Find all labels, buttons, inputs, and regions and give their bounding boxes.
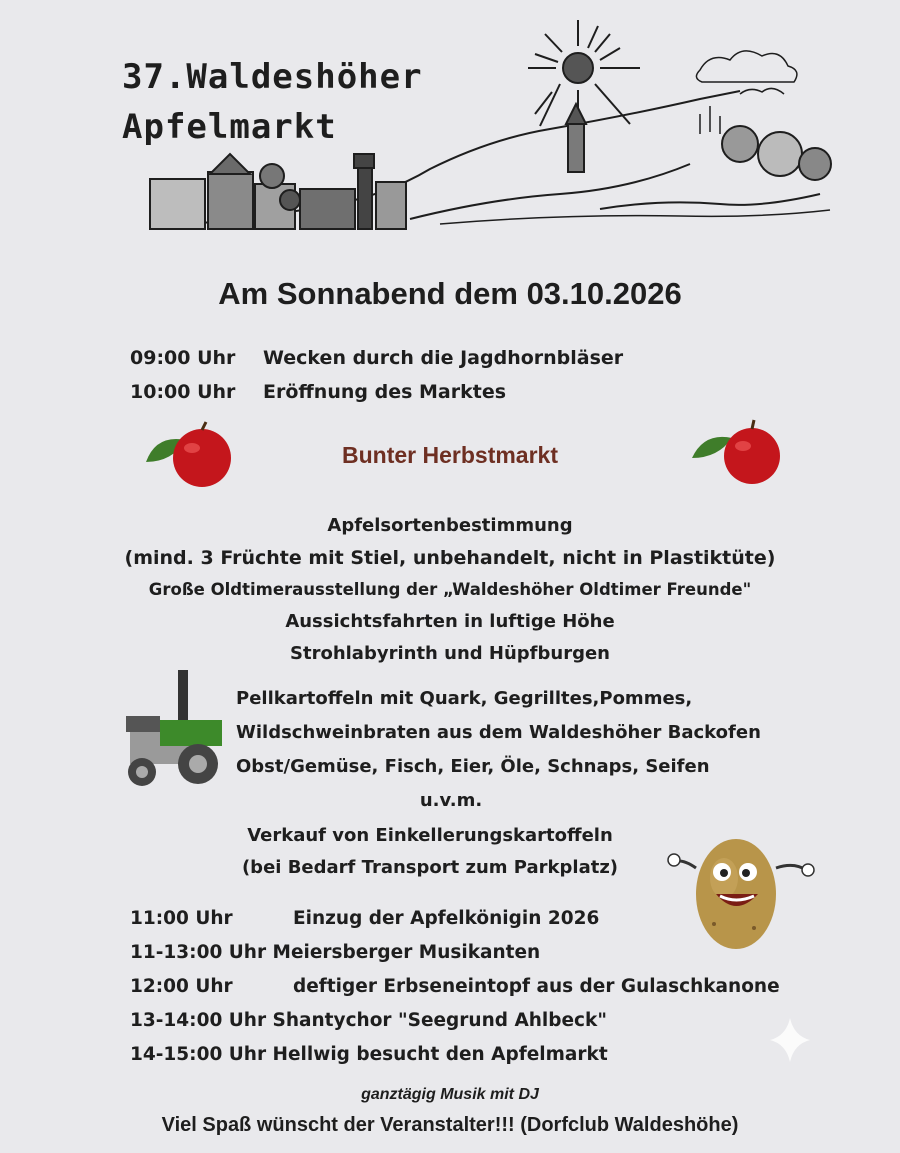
music-note: ganztägig Musik mit DJ [361,1086,539,1103]
schedule-time: 09:00 Uhr [130,347,236,369]
schedule-row [130,1038,780,1072]
schedule-event: Einzug der Apfelkönigin 2026 [293,908,600,929]
schedule-event: deftiger Erbseneintopf aus der Gulaschkanone [293,976,780,997]
schedule-event: Hellwig besucht den Apfelmarkt [272,1044,608,1065]
attraction-item: Große Oldtimerausstellung der „Waldeshöher Oldtimer Freunde" [148,580,752,599]
food-item: u.v.m. [419,790,483,811]
sun-icon [528,20,640,126]
morning-schedule [130,341,623,409]
schedule-row [130,341,623,375]
afternoon-schedule [130,902,780,1072]
tractor-icon [120,664,232,794]
schedule-time: 10:00 Uhr [130,381,236,403]
schedule-time: 12:00 Uhr [130,976,233,997]
attraction-item: Apfelsortenbestimmung [327,515,573,536]
sparkle-icon [768,1016,812,1064]
schedule-row [130,375,623,409]
attraction-item: (mind. 3 Früchte mit Stiel, unbehandelt, nicht in Plastiktüte) [124,547,776,569]
schedule-event: Meiersberger Musikanten [272,942,541,963]
potato-sale-line: (bei Bedarf Transport zum Parkplatz) [241,857,619,878]
schedule-row [130,936,780,970]
schedule-row [130,1004,780,1038]
schedule-row [130,970,780,1004]
food-list [236,682,796,818]
attraction-item: Strohlabyrinth und Hüpfburgen [290,643,610,664]
schedule-event: Shantychor "Seegrund Ahlbeck" [272,1010,607,1031]
date-heading: Am Sonnabend dem 03.10.2026 [218,276,682,311]
market-heading: Bunter Herbstmarkt [342,442,558,468]
schedule-time: 13-14:00 Uhr [130,1010,267,1031]
attraction-item: Aussichtsfahrten in luftige Höhe [285,611,615,632]
schedule-time: 11-13:00 Uhr [130,942,267,963]
title-line-2: Apfelmarkt [122,107,337,147]
schedule-event: Wecken durch die Jagdhornbläser [263,347,624,369]
potato-sale-line: Verkauf von Einkellerungskartoffeln [247,825,613,846]
schedule-time: 11:00 Uhr [130,908,233,929]
closing-line: Viel Spaß wünscht der Veranstalter!!! (Dorfclub Waldeshöhe) [161,1114,739,1136]
attractions-list [0,510,900,670]
schedule-event: Eröffnung des Marktes [263,381,507,403]
schedule-row [130,902,780,936]
landscape-sketch-icon [140,14,840,244]
title-line-1: 37.Waldeshöher [122,57,423,97]
schedule-time: 14-15:00 Uhr [130,1044,267,1065]
food-item: Obst/Gemüse, Fisch, Eier, Öle, Schnaps, Seifen [236,756,710,777]
food-item: Pellkartoffeln mit Quark, Gegrilltes,Pommes, [236,688,693,709]
food-item: Wildschweinbraten aus dem Waldeshöher Backofen [236,722,761,743]
